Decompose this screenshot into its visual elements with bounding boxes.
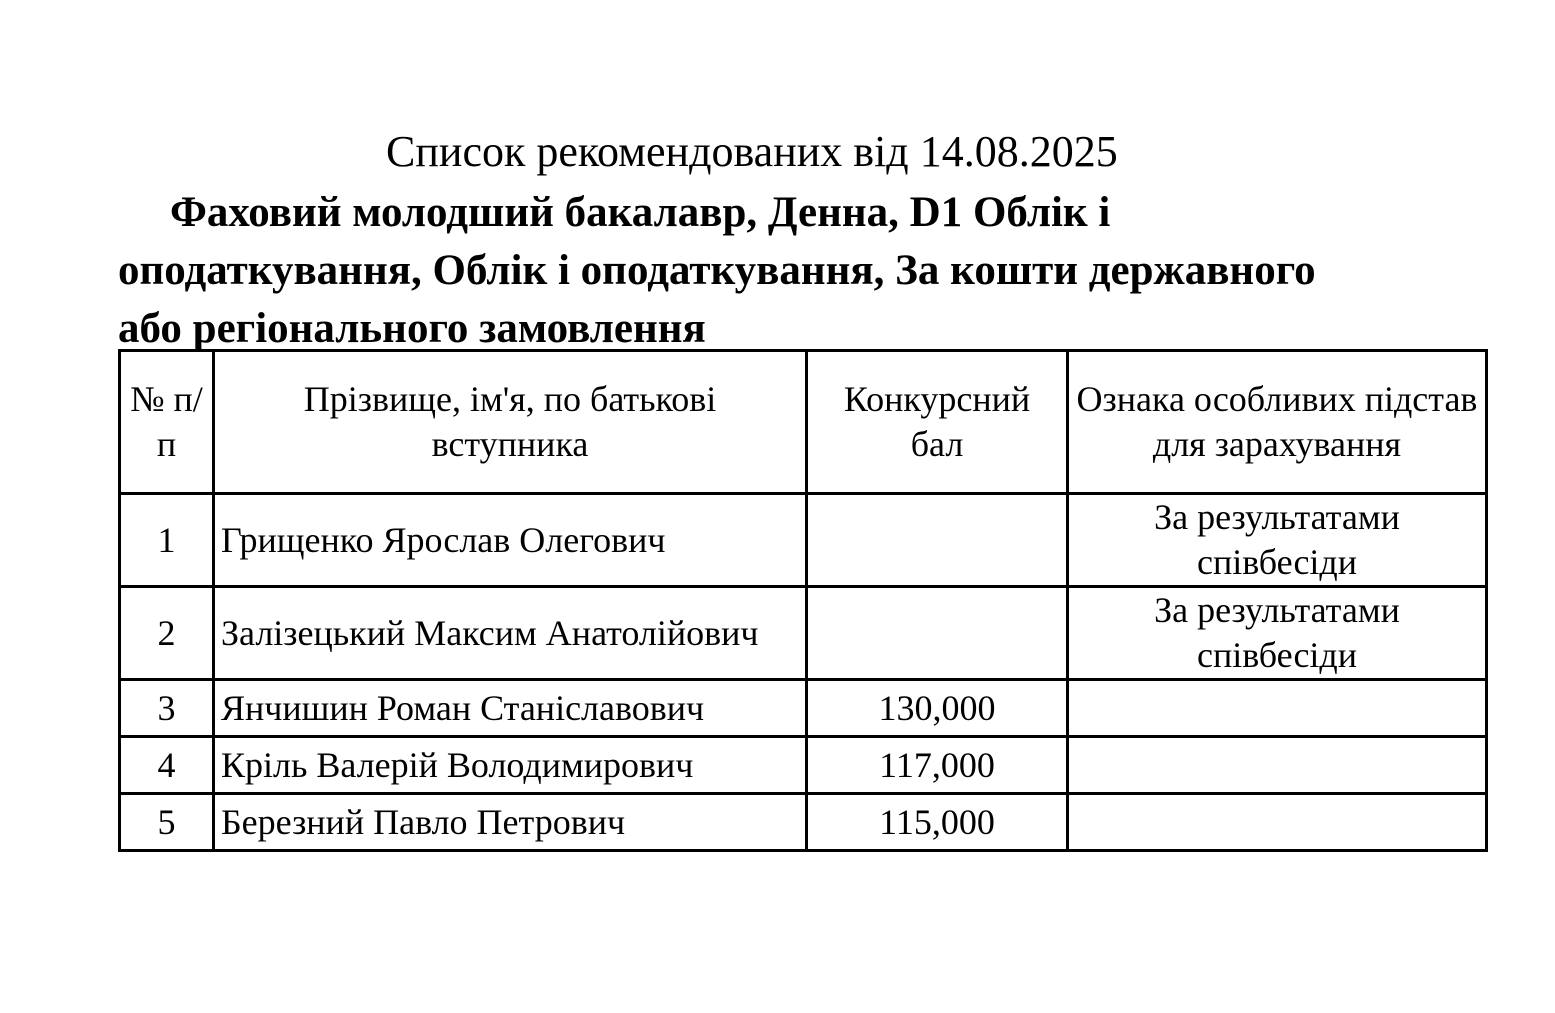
table-row: [120, 737, 1487, 794]
row-number: 5: [120, 794, 214, 851]
header-name: Прізвище, ім'я, по батькові вступника: [214, 351, 807, 494]
row-score: [807, 587, 1068, 680]
document-subtitle: Фаховий молодший бакалавр, Денна, D1 Облік і оподаткування, Облік і оподаткування, За кошти державного або регіонального замовлення: [118, 189, 1316, 352]
row-number: 3: [120, 680, 214, 737]
row-number: 2: [120, 587, 214, 680]
row-score: 115,000: [807, 794, 1068, 851]
row-number: 4: [120, 737, 214, 794]
header-score: Конкурсний бал: [807, 351, 1068, 494]
row-score: 130,000: [807, 680, 1068, 737]
row-score: [807, 494, 1068, 587]
row-basis: [1068, 680, 1487, 737]
row-name: Березний Павло Петрович: [214, 794, 807, 851]
row-name: Кріль Валерій Володимирович: [214, 737, 807, 794]
header-basis: Ознака особливих підстав для зарахування: [1068, 351, 1487, 494]
header-number: № п/п: [120, 351, 214, 494]
recommended-list-table: [118, 349, 1488, 852]
row-basis: [1068, 794, 1487, 851]
table-row: [120, 680, 1487, 737]
page-title: Список рекомендованих від 14.08.2025: [386, 127, 1118, 176]
table-row: [120, 587, 1487, 680]
row-name: Янчишин Роман Станіславович: [214, 680, 807, 737]
row-basis: За результатами співбесіди: [1068, 494, 1487, 587]
row-name: Грищенко Ярослав Олегович: [214, 494, 807, 587]
row-number: 1: [120, 494, 214, 587]
row-basis: [1068, 737, 1487, 794]
table-row: [120, 494, 1487, 587]
table-row: [120, 794, 1487, 851]
row-basis: За результатами співбесіди: [1068, 587, 1487, 680]
row-score: 117,000: [807, 737, 1068, 794]
row-name: Залізецький Максим Анатолійович: [214, 587, 807, 680]
table-header-row: [120, 351, 1487, 494]
